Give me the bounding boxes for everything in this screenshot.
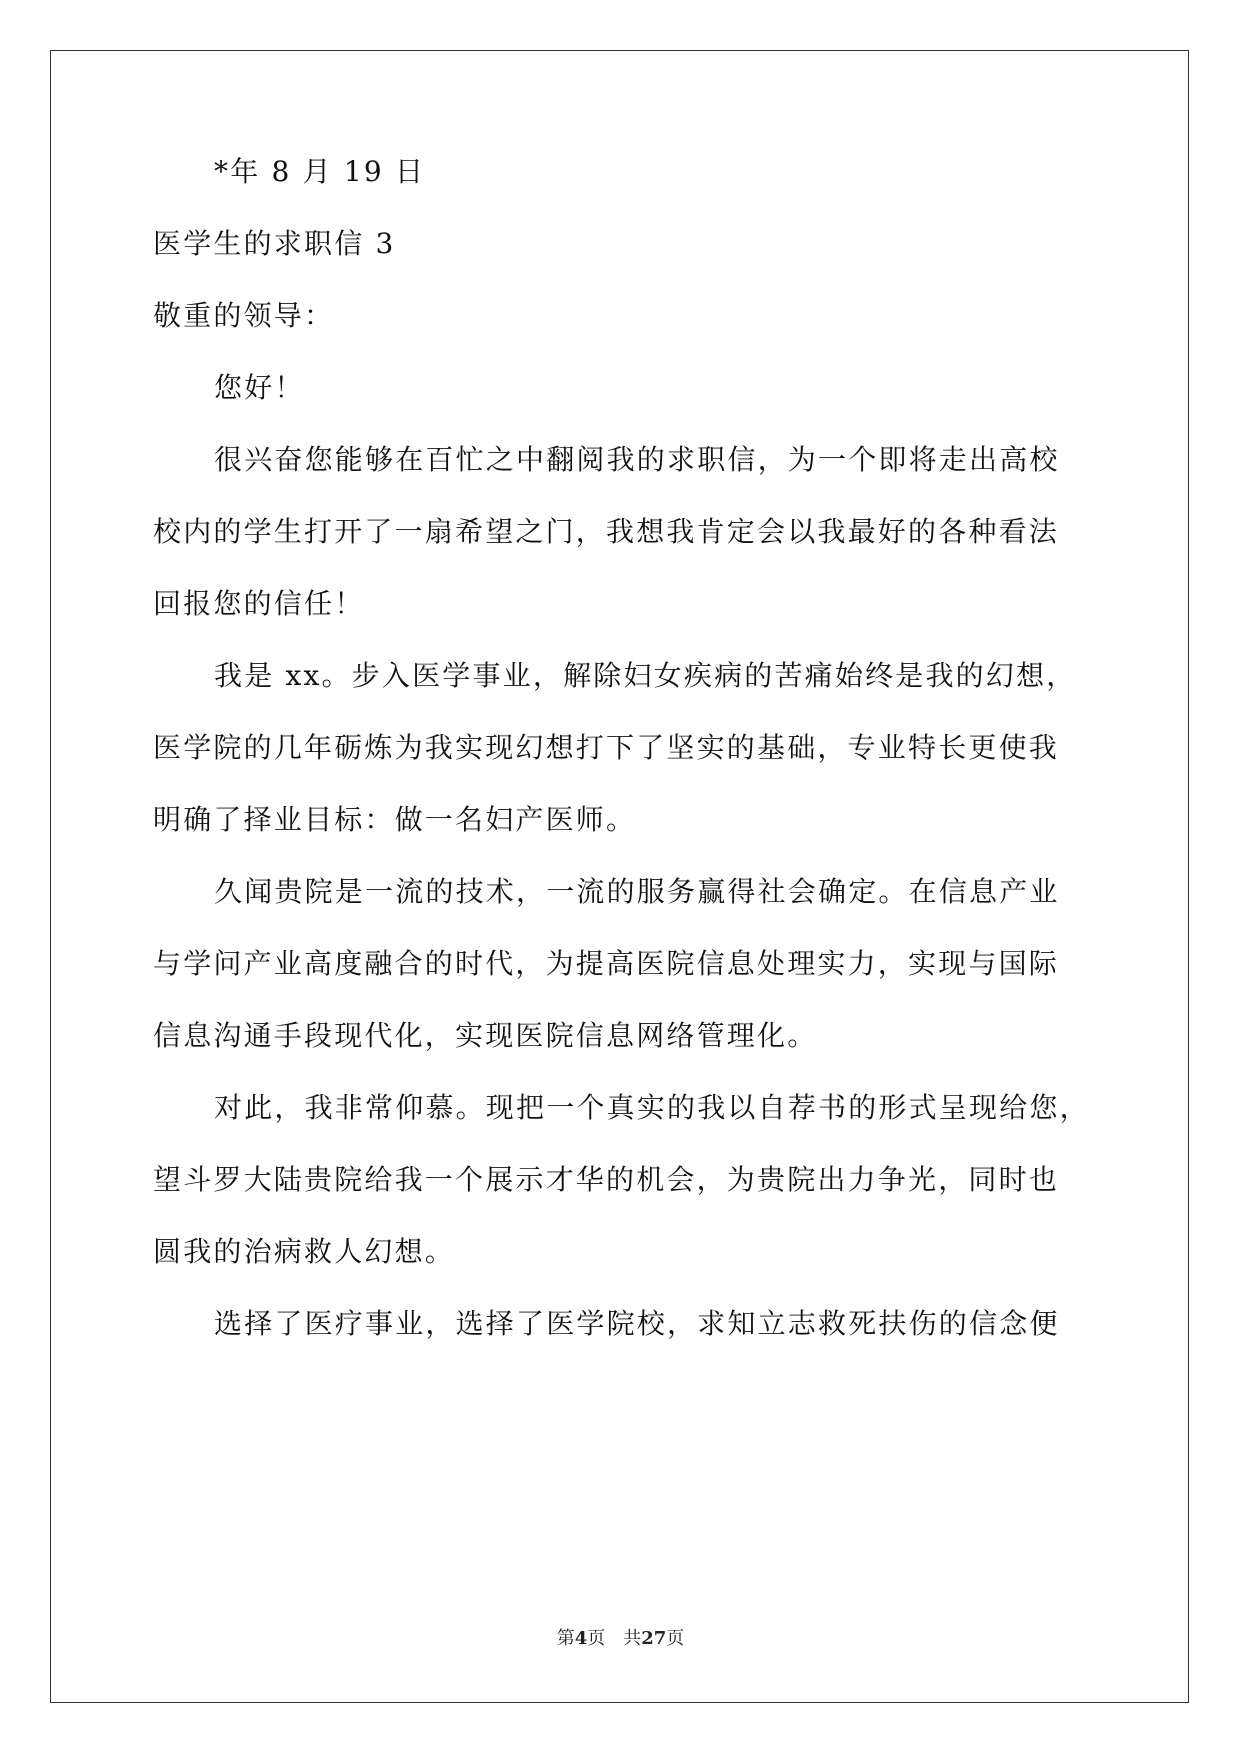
total-page-number: 27 bbox=[641, 1628, 667, 1649]
body-line: 久闻贵院是一流的技术，一流的服务赢得社会确定。在信息产业 bbox=[214, 875, 1060, 908]
letter-date: *年 8 月 19 日 bbox=[214, 155, 426, 188]
body-line: 很兴奋您能够在百忙之中翻阅我的求职信，为一个即将走出高校 bbox=[214, 443, 1060, 476]
body-line: 信息沟通手段现代化，实现医院信息网络管理化。 bbox=[153, 1019, 818, 1052]
body-line: 圆我的治病救人幻想。 bbox=[153, 1235, 456, 1268]
letter-greeting: 您好！ bbox=[214, 371, 305, 404]
body-line: 选择了医疗事业，选择了医学院校，求知立志救死扶伤的信念便 bbox=[214, 1307, 1060, 1340]
body-line: 校内的学生打开了一扇希望之门，我想我肯定会以我最好的各种看法 bbox=[153, 515, 1060, 548]
body-line: 医学院的几年砺炼为我实现幻想打下了坚实的基础，专业特长更使我 bbox=[153, 731, 1060, 764]
letter-salutation: 敬重的领导： bbox=[153, 299, 335, 332]
page-footer bbox=[0, 1627, 1241, 1651]
body-line: 明确了择业目标：做一名妇产医师。 bbox=[153, 803, 637, 836]
current-page-number: 4 bbox=[574, 1628, 588, 1649]
body-line: 回报您的信任！ bbox=[153, 587, 365, 620]
page-prefix: 第 bbox=[556, 1628, 575, 1649]
total-suffix: 页 bbox=[666, 1628, 685, 1649]
page-suffix: 页 bbox=[587, 1628, 606, 1649]
body-line: 对此，我非常仰慕。现把一个真实的我以自荐书的形式呈现给您， bbox=[214, 1091, 1090, 1124]
body-line: 望斗罗大陆贵院给我一个展示才华的机会，为贵院出力争光，同时也 bbox=[153, 1163, 1060, 1196]
body-line: 我是 xx。步入医学事业，解除妇女疾病的苦痛始终是我的幻想， bbox=[214, 659, 1077, 692]
letter-title: 医学生的求职信 3 bbox=[153, 227, 396, 260]
body-line: 与学问产业高度融合的时代，为提高医院信息处理实力，实现与国际 bbox=[153, 947, 1060, 980]
total-prefix: 共 bbox=[623, 1628, 642, 1649]
